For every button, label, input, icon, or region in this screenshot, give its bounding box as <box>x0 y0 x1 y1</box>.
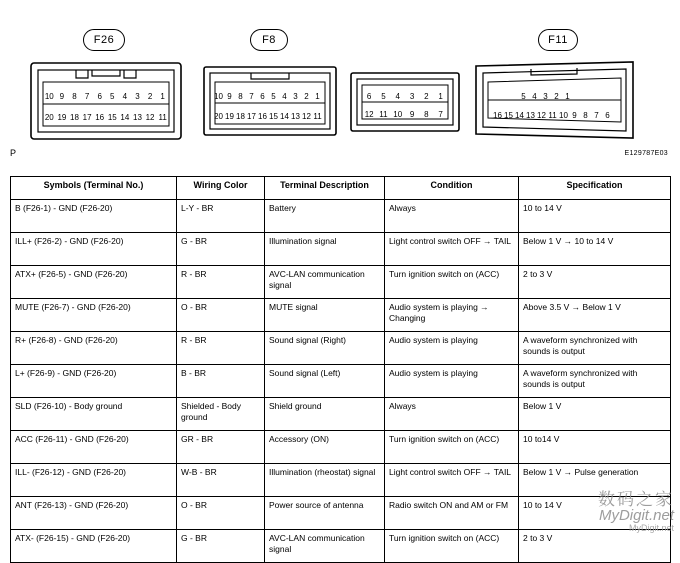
cell-spec: 10 to 14 V <box>519 200 671 233</box>
cell-symbol: L+ (F26-9) - GND (F26-20) <box>11 365 177 398</box>
header-terminal-description: Terminal Description <box>265 177 385 200</box>
cell-color: L-Y - BR <box>177 200 265 233</box>
cell-condition: Turn ignition switch on (ACC) <box>385 530 519 563</box>
connector-label-f8: F8 <box>250 29 288 51</box>
cell-spec: A waveform synchronized with sounds is output <box>519 332 671 365</box>
cell-description: Power source of antenna <box>265 497 385 530</box>
cell-description: Sound signal (Right) <box>265 332 385 365</box>
cell-color: R - BR <box>177 332 265 365</box>
terminal-specification-table <box>10 176 671 563</box>
cell-spec: 10 to14 V <box>519 431 671 464</box>
table-row <box>11 464 671 497</box>
cell-condition: Turn ignition switch on (ACC) <box>385 266 519 299</box>
cell-symbol: ATX+ (F26-5) - GND (F26-20) <box>11 266 177 299</box>
cell-symbol: SLD (F26-10) - Body ground <box>11 398 177 431</box>
pin-row-bottom-middle: 12 11 10 9 8 7 <box>364 110 443 119</box>
table-row <box>11 365 671 398</box>
figure-code: E129787E03 <box>624 150 668 157</box>
connector-label-f26: F26 <box>83 29 125 51</box>
cell-condition: Light control switch OFF → TAIL <box>385 464 519 497</box>
table-row <box>11 233 671 266</box>
cell-spec: 2 to 3 V <box>519 266 671 299</box>
header-wiring-color: Wiring Color <box>177 177 265 200</box>
cell-spec: 2 to 3 V <box>519 530 671 563</box>
table-header-row <box>11 177 671 200</box>
table-row <box>11 332 671 365</box>
pin-numbers-middle <box>362 92 448 119</box>
cell-spec: 10 to 14 V <box>519 497 671 530</box>
cell-condition: Radio switch ON and AM or FM <box>385 497 519 530</box>
cell-condition: Audio system is playing <box>385 332 519 365</box>
cell-description: MUTE signal <box>265 299 385 332</box>
connector-diagram <box>0 0 680 168</box>
pin-row-top-f26: 10 9 8 7 6 5 4 3 2 1 <box>44 92 165 101</box>
cell-description: Sound signal (Left) <box>265 365 385 398</box>
table-row <box>11 530 671 563</box>
header-specification: Specification <box>519 177 671 200</box>
cell-condition: Always <box>385 200 519 233</box>
header-symbols: Symbols (Terminal No.) <box>11 177 177 200</box>
table-row <box>11 200 671 233</box>
watermark-sub: MyDigit.net <box>628 523 674 534</box>
cell-description: AVC-LAN communication signal <box>265 266 385 299</box>
cell-color: G - BR <box>177 233 265 266</box>
cell-symbol: ILL- (F26-12) - GND (F26-20) <box>11 464 177 497</box>
cell-condition: Audio system is playing → Changing <box>385 299 519 332</box>
cell-symbol: ANT (F26-13) - GND (F26-20) <box>11 497 177 530</box>
cell-description: Illumination (rheostat) signal <box>265 464 385 497</box>
pin-numbers-f8 <box>213 92 323 121</box>
cell-symbol: ATX- (F26-15) - GND (F26-20) <box>11 530 177 563</box>
pin-row-top-f8: 10 9 8 7 6 5 4 3 2 1 <box>214 92 320 101</box>
cell-color: O - BR <box>177 497 265 530</box>
pin-numbers-f11 <box>492 92 620 120</box>
cell-symbol: MUTE (F26-7) - GND (F26-20) <box>11 299 177 332</box>
cell-symbol: ACC (F26-11) - GND (F26-20) <box>11 431 177 464</box>
cell-description: Illumination signal <box>265 233 385 266</box>
cell-color: B - BR <box>177 365 265 398</box>
cell-color: O - BR <box>177 299 265 332</box>
header-condition: Condition <box>385 177 519 200</box>
table-row <box>11 497 671 530</box>
cell-spec: A waveform synchronized with sounds is output <box>519 365 671 398</box>
cell-color: Shielded - Body ground <box>177 398 265 431</box>
cell-spec: Below 1 V <box>519 398 671 431</box>
cell-symbol: B (F26-1) - GND (F26-20) <box>11 200 177 233</box>
cell-condition: Audio system is playing <box>385 365 519 398</box>
pin-row-top-middle: 6 5 4 3 2 1 <box>366 92 443 101</box>
cell-condition: Light control switch OFF → TAIL <box>385 233 519 266</box>
pin-row-bottom-f8: 20 19 18 17 16 15 14 13 12 11 <box>214 112 322 121</box>
connector-label-f11: F11 <box>538 29 578 51</box>
pin-row-bottom-f26: 20 19 18 17 16 15 14 13 12 11 <box>44 113 167 122</box>
pin-row-bottom-f11: 16 15 14 13 12 11 10 9 8 7 6 <box>493 111 610 120</box>
table-row <box>11 299 671 332</box>
cell-description: Shield ground <box>265 398 385 431</box>
cell-color: R - BR <box>177 266 265 299</box>
cell-symbol: ILL+ (F26-2) - GND (F26-20) <box>11 233 177 266</box>
cell-symbol: R+ (F26-8) - GND (F26-20) <box>11 332 177 365</box>
cell-description: Battery <box>265 200 385 233</box>
cell-color: W-B - BR <box>177 464 265 497</box>
cell-color: GR - BR <box>177 431 265 464</box>
cell-color: G - BR <box>177 530 265 563</box>
watermark-cn: 数码之家 <box>598 489 674 509</box>
watermark-en: MyDigit.net <box>598 506 674 524</box>
table-row <box>11 398 671 431</box>
cell-spec: Below 1 V → 10 to 14 V <box>519 233 671 266</box>
page-mark: P <box>10 148 17 158</box>
cell-description: Accessory (ON) <box>265 431 385 464</box>
table-row <box>11 266 671 299</box>
cell-condition: Turn ignition switch on (ACC) <box>385 431 519 464</box>
cell-description: AVC-LAN communication signal <box>265 530 385 563</box>
table-row <box>11 431 671 464</box>
cell-spec: Below 1 V → Pulse generation <box>519 464 671 497</box>
pin-numbers-f26 <box>43 92 169 122</box>
cell-spec: Above 3.5 V → Below 1 V <box>519 299 671 332</box>
pin-row-top-f11: 5 4 3 2 1 <box>521 92 570 101</box>
cell-condition: Always <box>385 398 519 431</box>
